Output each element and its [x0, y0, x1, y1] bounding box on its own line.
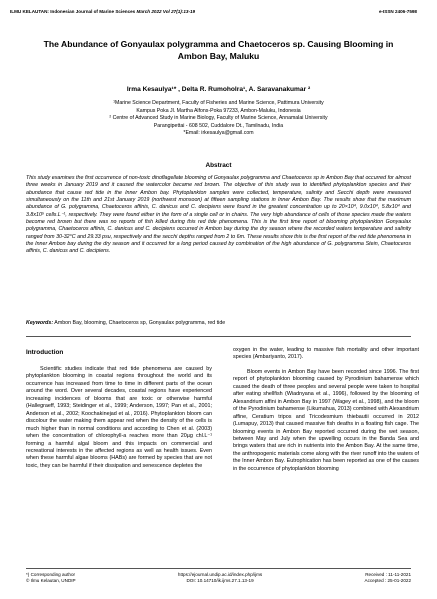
- paper-title: The Abundance of Gonyaulax polygramma and Chaetoceros sp. Causing Blooming in Ambon Bay, Maluku: [43, 39, 394, 61]
- intro-heading: Introduction: [26, 349, 64, 356]
- journal-name: ILMU KELAUTAN: Indonesian Journal of Marine Sciences March 2022 Vol 27(1):13-19: [10, 9, 196, 14]
- accepted-date: Accepted : 25-01-2022: [364, 578, 411, 584]
- keywords-list: Ambon Bay, blooming, Chaetoceros sp, Gonyaulax polygramma, red tide: [54, 320, 226, 326]
- eissn: e-ISSN 2406-7598: [378, 9, 417, 14]
- received-date: Received : 11-11-2021: [365, 572, 411, 577]
- left-column: [26, 366, 212, 477]
- paragraph: Scientific studies indicate that red tide phenomena are caused by phytoplankton blooming in coastal regions throughout the world and its occurrence has increased from time to time in different parts of the ocean around the word. Over several decades, coastal regions have experienced increasing incidences of blooms that are toxic or otherwise harmful (Hallegraeff, 1993; Steidinger et al., 1999; Anderson, 1997; Pan et al., 2001; Anderson et al., 2002; Koochakinejad et al., 2016). Phytoplankton bloom can discolour the water making them appear red when the density of the cells is much higher than in normal conditions and according to Chen et al. (2003) when the concentration of chlorophyll-a reaches more than 20µg chl.L⁻¹ forming a harmful algal bloom and this impacts on commercial and recreational interests in the affected regions as well as health issues. Even when these harmful algae blooms (HABs) are formed by species that are not toxic, they can be harmful if their dissipation and senescence depletes the: [26, 366, 212, 469]
- footer-right: [365, 572, 411, 584]
- keywords-label: Keywords:: [26, 320, 54, 326]
- section-divider: [26, 336, 411, 337]
- keywords: [26, 320, 411, 327]
- journal-header: [10, 9, 417, 14]
- paragraph: Bloom events in Ambon Bay have been recorded since 1996. The first report of phytoplankton blooming caused by Pyrodinium bahamense which caused the death of three peoples and several people were taken to hospital after eating shellfish (Wiadnyana et al., 1996), followed by the blooming of Alexandrium affini in Ambon Bay in 1997 (Wagey et al., 1998), and the bloom of the Pyrodinium bahamense (Likumahua, 2013) combined with Alexandrium affine, Ceratium tripos and Tricodesmium thiebautii occurred in 2012 (Lumapuy, 2013) that caused massive fish deaths in a floating fish cage. The blooming events in Ambon Bay reported occurred during the wet season, between May and July when the upwelling occurs in the Banda Sea and brings waters that are rich in nutrients into the Ambon Bay. At the same time, the anthropogenic materials come along with the river runoff into the waters of the Inner Ambon Bay. Eutrophication has been reported as one of the causes in the occurrence of phytoplankton blooming: [233, 368, 419, 472]
- affiliation-line: ¹Marine Science Department, Faculty of Fisheries and Marine Science, Pattimura University: [113, 100, 324, 106]
- affiliations: [30, 100, 407, 138]
- footer-divider: [26, 568, 411, 569]
- affiliation-line: ² Centre of Advanced Study in Marine Biology, Faculty of Marine Science, Annamalai University: [109, 115, 328, 122]
- abstract-text: This study examines the first occurrence of non-toxic dinoflagellate blooming of Gonyaulax polygramma and Chaetoceros sp in Ambon Bay that occurred for almost three weeks in January 2019 and it caused the watercolor became red brown. The objective of this study was to identified phytoplankton species and their abundance that cause red tide in the Inner Ambon bay. Phytoplankton samples were collected, temperature, salinity and Secchi depth were measured simultaneously on the 11th and 21st January 2019 (northwest monsoon) at fifteen sampling stations in Inner Ambon Bay. The results show that the maximum abundance of G. polygramma, Chaetoceros affinis, C. danicus and C. decipiens were found in the greatest concentration up to 20×10⁴, 9.0x10⁴, 5.8x10⁴ and 3.8x10⁵ cells.L⁻¹, respectively. They were found either in the form of a single cell or in chains. The very high abundance of cells of those species made the waters become red brown but there was no reports of fish killed during this red tide phenomena. This is the first time report of blooming phytoplankton Gonyaulax polygramma, Chaetoceros affinis, C. danicus and C. decipiens occurred in Ambon bay during the dry season where the recorded waters temperature and salinity ranged from 30-32°C and 29.33 psu, respectively and the secchi depths ranged from 2 to 6m. These results show this is the first report of the red tide phenomena in the Inner Ambon bay during the dry season and it occurred for a long period caused by combination of the high abundance of G. polygramma Stein, Chaetoceros affinis, C. danicus and C. decipiens.: [26, 175, 411, 255]
- paragraph: oxygen in the water, leading to massive fish mortality and other important species (Ambariyanto, 2017).: [233, 347, 419, 361]
- abstract-heading: Abstract: [205, 162, 232, 169]
- footer-center: [178, 572, 262, 584]
- author-email: *Email: irkesaulya@gmail.com: [183, 130, 254, 137]
- footer-left: [26, 572, 76, 584]
- doi[interactable]: DOI: 10.14710/ik.ijms.27.1.13-19: [186, 578, 254, 584]
- right-column: [233, 347, 419, 480]
- journal-url[interactable]: https://ejournal.undip.ac.id/index.php/ijms: [177, 572, 263, 577]
- corresponding-note: *) Corresponding author: [26, 572, 76, 577]
- affiliation-line: Kampus Poka Jl. Martha Alfons-Poka 97233, Ambon-Maluku, Indonesia: [136, 107, 301, 114]
- page-footer: [26, 572, 411, 584]
- authors: Irma Kesaulya¹* , Delta R. Rumoholra¹, A. Saravanakumar ²: [126, 86, 311, 93]
- copyright: © Ilmu Kelautan, UNDIP: [26, 578, 76, 584]
- affiliation-line: Parangipettai - 608 502, Cuddalore Dt., Tamilnadu, India: [153, 122, 284, 129]
